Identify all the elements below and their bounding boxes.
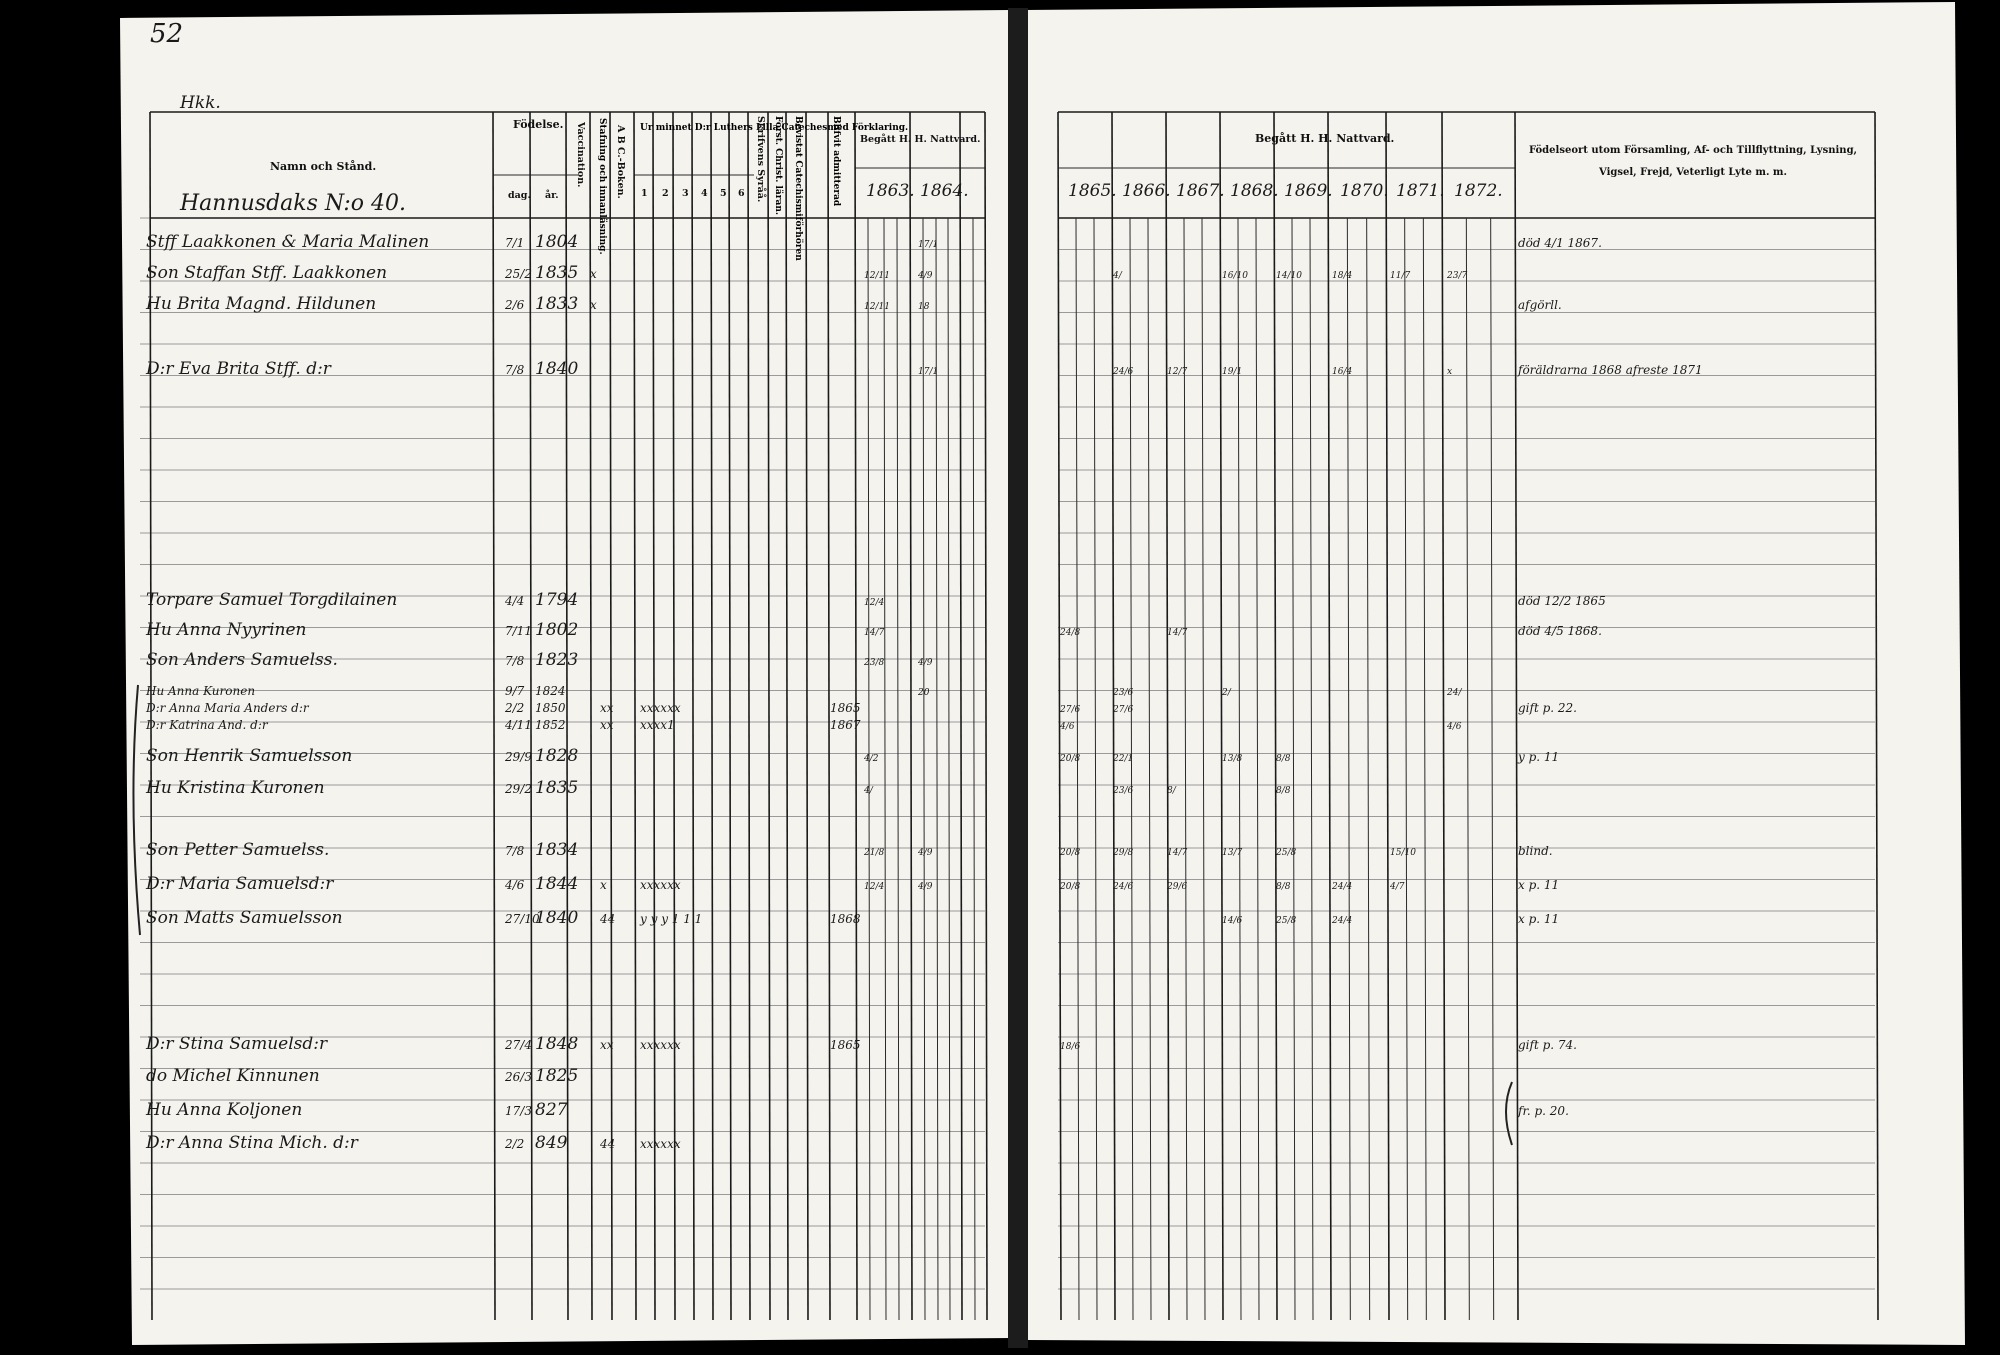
entry-communion-y1868: 16/10 — [1222, 271, 1248, 281]
entry-name: Torpare Samuel Torgdilainen — [146, 590, 398, 610]
entry-communion-y1870: 16/4 — [1332, 367, 1353, 377]
entry-communion-y1866: 24/6 — [1113, 367, 1134, 377]
header-writing: Skrifvens Syråå. — [755, 116, 766, 203]
header-year-1864: 1864. — [920, 181, 969, 201]
entry-name: D:r Anna Maria Anders d:r — [146, 701, 309, 715]
entry-communion-y1866: 23/6 — [1113, 688, 1134, 698]
entry-name: Son Petter Samuelss. — [146, 840, 330, 860]
entry-remark: död 4/5 1868. — [1518, 624, 1602, 638]
entry-name: Hu Anna Nyyrinen — [146, 620, 307, 640]
entry-communion-y1872: 23/7 — [1447, 271, 1468, 281]
entry-communion-c1863: 21/8 — [864, 848, 885, 858]
catechism-col-4: 4 — [701, 188, 708, 199]
entry-birth-year: 1850 — [535, 701, 566, 715]
entry-communion-c1863: 23/8 — [864, 658, 885, 668]
entry-birth-day: 26/3 — [505, 1070, 532, 1084]
entry-communion-c1863: 12/11 — [864, 302, 890, 312]
entry-birth-day: 7/11 — [505, 624, 532, 638]
entry-birth-year: 1828 — [535, 746, 579, 766]
entry-remark: föräldrarna 1868 afreste 1871 — [1518, 363, 1703, 377]
book-gutter — [1008, 8, 1028, 1348]
entry-name: Son Henrik Samuelsson — [146, 746, 353, 766]
entry-communion-y1871: 4/7 — [1390, 882, 1405, 892]
entry-catechism: xxxxxx — [640, 878, 681, 892]
header-year-1865: 1865. — [1068, 181, 1117, 201]
corner-note: Hkk. — [180, 93, 221, 113]
header-catechism: Ur minnet D:r Luthers Lilla Catechesmed Förklaring. — [640, 123, 909, 133]
header-communion-left: Begått H. H. Nattvard. — [860, 134, 981, 145]
header-year-1870: 1870. — [1340, 181, 1389, 201]
entry-remark: gift p. 74. — [1518, 1038, 1577, 1052]
entry-name: Son Matts Samuelsson — [146, 908, 343, 928]
entry-communion-y1867: 8/ — [1167, 786, 1176, 796]
entry-communion-c1864: 17/1 — [918, 367, 939, 377]
entry-communion-y1865: 20/8 — [1060, 754, 1081, 764]
entry-catechism: y y y 1 1 1 — [640, 912, 703, 926]
header-birth: Födelse. — [513, 118, 564, 131]
entry-communion-y1866: 4/ — [1113, 271, 1122, 281]
entry-birth-year: 1802 — [535, 620, 579, 640]
entry-communion-y1865: 27/6 — [1060, 705, 1081, 715]
entry-admitted: 1865 — [830, 701, 861, 715]
entry-communion-c1864: 18 — [918, 302, 930, 312]
entry-remark: blind. — [1518, 844, 1553, 858]
entry-name: do Michel Kinnunen — [146, 1066, 320, 1086]
entry-communion-y1870: 24/4 — [1332, 882, 1353, 892]
header-remarks: Födelseort utom Församling, Af- och Tillflyttning, Lysning, Vigsel, Frejd, Veterligt Lyte m. m. — [1528, 145, 1858, 178]
entry-communion-y1865: 18/6 — [1060, 1042, 1081, 1052]
entry-birth-year: 1840 — [535, 908, 579, 928]
entry-communion-y1868: 13/8 — [1222, 754, 1243, 764]
entry-name: Hu Brita Magnd. Hildunen — [146, 294, 377, 314]
entry-birth-year: 1848 — [535, 1034, 579, 1054]
header-year-1863: 1863. — [866, 181, 915, 201]
entry-name: D:r Maria Samuelsd:r — [146, 874, 334, 894]
entry-communion-y1870: 24/4 — [1332, 916, 1353, 926]
header-year: år. — [545, 190, 559, 201]
entry-birth-year: 1840 — [535, 359, 579, 379]
catechism-col-6: 6 — [738, 188, 745, 199]
entry-name: Son Anders Samuelss. — [146, 650, 338, 670]
entry-birth-year: 827 — [535, 1100, 568, 1120]
entry-abc: 44 — [600, 1137, 616, 1151]
entry-remark: död 12/2 1865 — [1518, 594, 1606, 608]
entry-name: D:r Eva Brita Stff. d:r — [146, 359, 331, 379]
entry-name: Hu Anna Kuronen — [146, 684, 256, 698]
catechism-col-2: 2 — [662, 188, 669, 199]
entry-catechism: xxxxxx — [640, 1137, 681, 1151]
entry-communion-y1867: 12/7 — [1167, 367, 1188, 377]
entry-birth-day: 2/2 — [505, 1137, 525, 1151]
entry-birth-day: 7/1 — [505, 236, 525, 250]
entry-catechism: xxxxxx — [640, 701, 681, 715]
catechism-col-5: 5 — [720, 188, 727, 199]
entry-birth-year: 1852 — [535, 718, 566, 732]
entry-birth-day: 7/8 — [505, 363, 525, 377]
entry-communion-y1869: 8/8 — [1276, 882, 1291, 892]
entry-admitted: 1868 — [830, 912, 861, 926]
entry-name: Stff Laakkonen & Maria Malinen — [146, 232, 430, 252]
entry-remark: död 4/1 1867. — [1518, 236, 1602, 250]
entry-communion-y1867: 14/7 — [1167, 848, 1188, 858]
catechism-col-1: 1 — [641, 188, 648, 199]
entry-admitted: 1865 — [830, 1038, 861, 1052]
entry-communion-y1868: 13/7 — [1222, 848, 1243, 858]
entry-abc: xx — [600, 701, 614, 715]
entry-birth-year: 1835 — [535, 778, 579, 798]
entry-birth-year: 1833 — [535, 294, 579, 314]
entry-vaccination: x — [590, 267, 597, 281]
entry-communion-y1870: 18/4 — [1332, 271, 1353, 281]
entry-abc: xx — [600, 718, 614, 732]
entry-communion-y1865: 20/8 — [1060, 848, 1081, 858]
header-stafning: Stafning och innanläsning. — [597, 118, 607, 255]
entry-communion-y1868: 14/6 — [1222, 916, 1243, 926]
entry-communion-c1864: 4/9 — [918, 882, 933, 892]
entry-birth-day: 27/10 — [505, 912, 540, 926]
entry-communion-y1872: x — [1447, 367, 1453, 377]
header-day: dag. — [508, 190, 531, 201]
entry-catechism: xxxxxx — [640, 1038, 681, 1052]
entry-admitted: 1867 — [830, 718, 861, 732]
entry-birth-day: 29/9 — [505, 750, 532, 764]
entry-communion-c1863: 12/4 — [864, 598, 885, 608]
entry-communion-c1864: 4/9 — [918, 271, 933, 281]
entry-abc: xx — [600, 1038, 614, 1052]
entry-communion-y1872: 24/ — [1447, 688, 1462, 698]
entry-birth-day: 9/7 — [505, 684, 525, 698]
entry-birth-year: 849 — [535, 1133, 568, 1153]
entry-birth-day: 29/2 — [505, 782, 532, 796]
entry-name: D:r Anna Stina Mich. d:r — [146, 1133, 358, 1153]
entry-abc: x — [600, 878, 607, 892]
farm-title: Hannusdaks N:o 40. — [180, 191, 407, 216]
entry-communion-y1868: 2/ — [1222, 688, 1231, 698]
entry-communion-c1863: 4/ — [864, 786, 873, 796]
entry-communion-y1872: 4/6 — [1447, 722, 1462, 732]
entry-remark: fr. p. 20. — [1518, 1104, 1569, 1118]
header-name: Namn och Stånd. — [270, 160, 377, 173]
header-year-1872: 1872. — [1454, 181, 1503, 201]
entry-birth-year: 1804 — [535, 232, 579, 252]
header-year-1871: 1871. — [1396, 181, 1445, 201]
entry-communion-y1871: 15/10 — [1390, 848, 1416, 858]
header-christianity: Först. Christ. läran. — [773, 116, 783, 215]
entry-catechism: xxxx1 — [640, 718, 675, 732]
entry-communion-y1866: 24/6 — [1113, 882, 1134, 892]
entry-birth-year: 1835 — [535, 263, 579, 283]
entry-communion-y1868: 19/1 — [1222, 367, 1243, 377]
entry-communion-y1869: 8/8 — [1276, 786, 1291, 796]
entry-birth-day: 7/8 — [505, 844, 525, 858]
page-number: 52 — [150, 19, 184, 49]
entry-communion-y1865: 4/6 — [1060, 722, 1075, 732]
entry-birth-day: 4/6 — [505, 878, 525, 892]
entry-name: Hu Anna Koljonen — [146, 1100, 303, 1120]
entry-communion-y1867: 14/7 — [1167, 628, 1188, 638]
entry-communion-y1866: 27/6 — [1113, 705, 1134, 715]
header-year-1868: 1868. — [1230, 181, 1279, 201]
header-abc: A B C.-Boken. — [615, 125, 626, 199]
entry-communion-c1864: 20 — [918, 688, 930, 698]
entry-abc: 44 — [600, 912, 616, 926]
entry-birth-day: 2/2 — [505, 701, 525, 715]
entry-remark: gift p. 22. — [1518, 701, 1577, 715]
entry-communion-c1863: 14/7 — [864, 628, 885, 638]
header-vaccination: Vaccination. — [575, 122, 586, 188]
entry-birth-day: 7/8 — [505, 654, 525, 668]
entry-communion-y1865: 24/8 — [1060, 628, 1081, 638]
entry-birth-day: 2/6 — [505, 298, 525, 312]
entry-birth-year: 1844 — [535, 874, 579, 894]
catechism-col-3: 3 — [682, 188, 689, 199]
entry-birth-year: 1794 — [535, 590, 579, 610]
entry-remark: x p. 11 — [1518, 878, 1560, 892]
header-year-1867: 1867. — [1176, 181, 1225, 201]
entry-communion-y1871: 11/7 — [1390, 271, 1411, 281]
entry-remark: x p. 11 — [1518, 912, 1560, 926]
entry-communion-y1865: 20/8 — [1060, 882, 1081, 892]
header-admitted: Blifvit admitterad — [831, 116, 841, 207]
entry-birth-day: 4/4 — [505, 594, 525, 608]
entry-birth-day: 4/11 — [505, 718, 532, 732]
entry-communion-c1864: 4/9 — [918, 848, 933, 858]
entry-birth-day: 17/3 — [505, 1104, 532, 1118]
entry-communion-y1866: 29/8 — [1113, 848, 1134, 858]
entry-name: D:r Katrina And. d:r — [146, 718, 268, 732]
entry-communion-y1869: 8/8 — [1276, 754, 1291, 764]
entry-communion-c1863: 12/11 — [864, 271, 890, 281]
header-communion-right: Begått H. H. Nattvard. — [1255, 132, 1395, 145]
entry-name: Son Staffan Stff. Laakkonen — [146, 263, 388, 283]
header-year-1866: 1866. — [1122, 181, 1171, 201]
header-year-1869: 1869. — [1284, 181, 1333, 201]
entry-communion-c1863: 4/2 — [864, 754, 879, 764]
entry-name: Hu Kristina Kuronen — [146, 778, 325, 798]
entry-communion-y1867: 29/6 — [1167, 882, 1188, 892]
entry-birth-year: 1823 — [535, 650, 579, 670]
entry-communion-y1869: 25/8 — [1276, 848, 1297, 858]
entry-communion-y1866: 23/6 — [1113, 786, 1134, 796]
entry-communion-y1869: 25/8 — [1276, 916, 1297, 926]
entry-communion-c1863: 12/4 — [864, 882, 885, 892]
entry-communion-c1864: 4/9 — [918, 658, 933, 668]
entry-remark: afgörll. — [1518, 298, 1562, 312]
entry-birth-day: 27/4 — [505, 1038, 532, 1052]
entry-communion-c1864: 17/1 — [918, 240, 939, 250]
entry-name: D:r Stina Samuelsd:r — [146, 1034, 328, 1054]
entry-birth-year: 1834 — [535, 840, 579, 860]
entry-communion-y1866: 22/1 — [1113, 754, 1134, 764]
entry-birth-year: 1824 — [535, 684, 566, 698]
entry-remark: y p. 11 — [1518, 750, 1560, 764]
entry-communion-y1869: 14/10 — [1276, 271, 1302, 281]
entry-birth-year: 1825 — [535, 1066, 579, 1086]
entry-birth-day: 25/2 — [505, 267, 532, 281]
entry-vaccination: x — [590, 298, 597, 312]
header-catechism-proof: Bevistat Catechismiförhören — [793, 116, 803, 261]
